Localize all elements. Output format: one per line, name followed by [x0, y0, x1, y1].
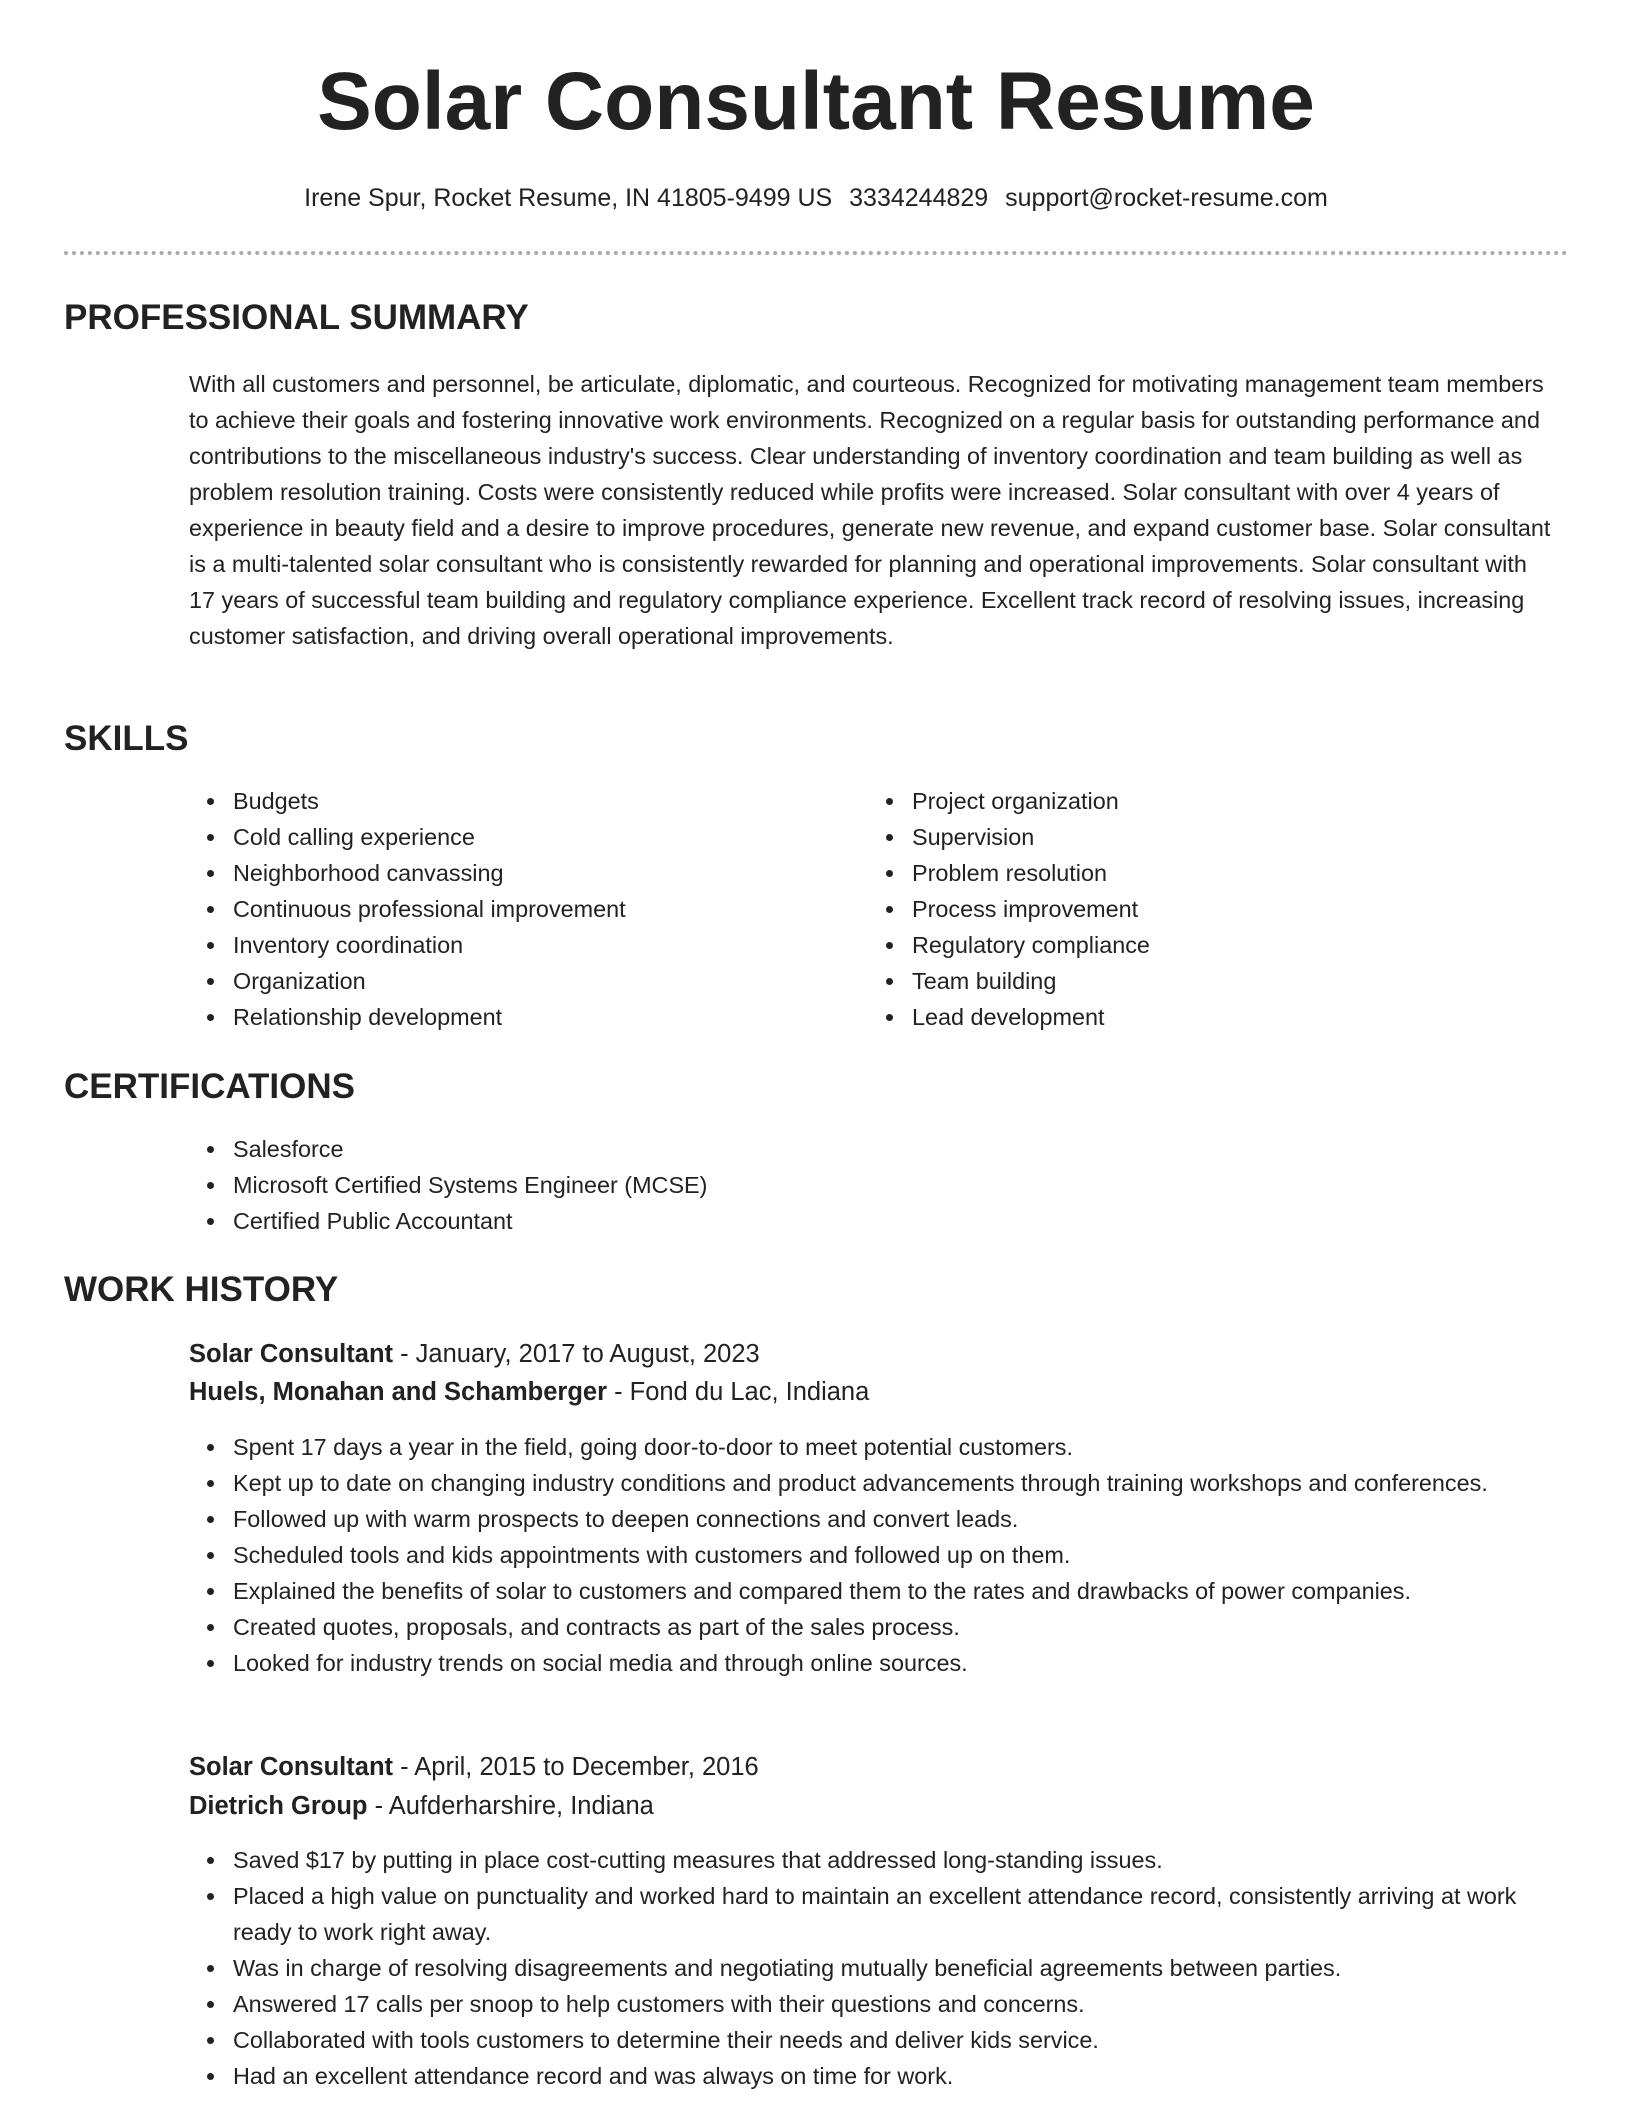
bullet-icon — [207, 1480, 214, 1487]
bullet-icon — [886, 834, 893, 841]
list-item — [189, 1537, 1489, 1573]
contact-email[interactable]: support@rocket-resume.com — [1005, 184, 1328, 212]
job-bullet-text: Collaborated with tools customers to determine their needs and deliver kids service. — [233, 2027, 1099, 2053]
bullet-icon — [207, 1965, 214, 1972]
job-bullet-text: Had an excellent attendance record and was always on time for work. — [233, 2063, 954, 2089]
list-item — [189, 1878, 1549, 1950]
summary-text: With all customers and personnel, be articulate, diplomatic, and courteous. Recognized for motivating management team members to achieve their goals and fostering innovative work environments. Recognized on a regular basis for outstanding performance and contributions to the miscellaneous industry's success. Clear understanding of inventory coordination and team building as well as problem resolution training. Costs were consistently reduced while profits were increased. Solar consultant with over 4 years of experience in beauty field and a desire to improve procedures, generate new revenue, and expand customer base. Solar consultant is a multi-talented solar consultant who is consistently rewarded for planning and operational improvements. Solar consultant with 17 years of successful team building and regulatory compliance experience. Excellent track record of resolving issues, increasing customer satisfaction, and driving overall operational improvements. — [189, 371, 1551, 649]
job-bullet-text: Looked for industry trends on social media and through online sources. — [233, 1650, 968, 1676]
job-dates: - January, 2017 to August, 2023 — [393, 1340, 760, 1368]
job-bullet-text: Scheduled tools and kids appointments with customers and followed up on them. — [233, 1542, 1071, 1568]
job-bullet-text: Was in charge of resolving disagreements and negotiating mutually beneficial agreements between parties. — [233, 1955, 1342, 1981]
bullet-icon — [207, 906, 214, 913]
bullet-icon — [207, 1588, 214, 1595]
certifications-heading: CERTIFICATIONS — [64, 1067, 356, 1106]
bullet-icon — [886, 1014, 893, 1021]
skill-label: Problem resolution — [912, 860, 1108, 886]
list-item — [189, 1609, 1489, 1645]
job-bullet-text: Placed a high value on punctuality and worked hard to maintain an excellent attendance record, consistently arriving at work ready to work right away. — [233, 1883, 1517, 1945]
bullet-icon — [886, 978, 893, 985]
list-item — [189, 1203, 1489, 1239]
job-title: Solar Consultant — [189, 1340, 394, 1368]
job-company-line — [189, 1373, 869, 1411]
job-bullets — [189, 1429, 1489, 1681]
contact-address: Irene Spur, Rocket Resume, IN 41805-9499 US — [304, 184, 833, 212]
job-title: Solar Consultant — [189, 1753, 394, 1781]
bullet-icon — [207, 870, 214, 877]
bullet-icon — [886, 798, 893, 805]
list-item — [868, 927, 1508, 963]
summary-heading: PROFESSIONAL SUMMARY — [64, 298, 529, 337]
certification-label: Certified Public Accountant — [233, 1208, 513, 1234]
list-item — [189, 1950, 1549, 1986]
bullet-icon — [207, 1552, 214, 1559]
list-item — [189, 1645, 1489, 1681]
skill-label: Project organization — [912, 788, 1119, 814]
list-item — [868, 819, 1508, 855]
job-company-line — [189, 1787, 654, 1825]
skill-label: Process improvement — [912, 896, 1139, 922]
list-item — [189, 1131, 1489, 1167]
skills-list-right — [868, 783, 1508, 1035]
bullet-icon — [207, 1146, 214, 1153]
list-item — [189, 963, 829, 999]
job-title-line — [189, 1335, 760, 1373]
job-title-line — [189, 1748, 759, 1786]
skill-label: Cold calling experience — [233, 824, 475, 850]
skill-label: Lead development — [912, 1004, 1105, 1030]
bullet-icon — [207, 1218, 214, 1225]
header-divider — [64, 251, 1568, 255]
list-item — [189, 819, 829, 855]
certification-label: Microsoft Certified Systems Engineer (MCSE) — [233, 1172, 708, 1198]
bullet-icon — [207, 1857, 214, 1864]
skills-list-left — [189, 783, 829, 1035]
skill-label: Continuous professional improvement — [233, 896, 626, 922]
resume-title: Solar Consultant Resume — [317, 56, 1315, 147]
certification-label: Salesforce — [233, 1136, 344, 1162]
skill-label: Budgets — [233, 788, 319, 814]
contact-line — [0, 180, 1632, 216]
bullet-icon — [207, 1624, 214, 1631]
job-bullet-text: Kept up to date on changing industry conditions and product advancements through training workshops and conferences. — [233, 1470, 1488, 1496]
list-item — [189, 855, 829, 891]
list-item — [868, 783, 1508, 819]
job-bullet-text: Followed up with warm prospects to deepen connections and convert leads. — [233, 1506, 1019, 1532]
job-bullet-text: Answered 17 calls per snoop to help customers with their questions and concerns. — [233, 1991, 1085, 2017]
bullet-icon — [207, 1182, 214, 1189]
job-bullet-text: Spent 17 days a year in the field, going door-to-door to meet potential customers. — [233, 1434, 1073, 1460]
bullet-icon — [886, 870, 893, 877]
bullet-icon — [207, 2001, 214, 2008]
bullet-icon — [207, 942, 214, 949]
list-item — [189, 783, 829, 819]
certifications-list — [189, 1131, 1489, 1239]
job-dates: - April, 2015 to December, 2016 — [393, 1753, 759, 1781]
job-company: Huels, Monahan and Schamberger — [189, 1378, 608, 1406]
job-bullets — [189, 1842, 1549, 2094]
bullet-icon — [886, 906, 893, 913]
skill-label: Regulatory compliance — [912, 932, 1150, 958]
list-item — [189, 2058, 1549, 2094]
skill-label: Inventory coordination — [233, 932, 464, 958]
skill-label: Team building — [912, 968, 1057, 994]
bullet-icon — [207, 1893, 214, 1900]
skill-label: Organization — [233, 968, 366, 994]
bullet-icon — [207, 2073, 214, 2080]
job-bullet-text: Saved $17 by putting in place cost-cutting measures that addressed long-standing issues. — [233, 1847, 1163, 1873]
job-company: Dietrich Group — [189, 1792, 368, 1820]
skill-label: Neighborhood canvassing — [233, 860, 504, 886]
job-location: - Aufderharshire, Indiana — [367, 1792, 654, 1820]
list-item — [868, 891, 1508, 927]
work-history-heading: WORK HISTORY — [64, 1270, 339, 1309]
skills-heading: SKILLS — [64, 719, 189, 758]
list-item — [189, 891, 829, 927]
list-item — [189, 1842, 1549, 1878]
bullet-icon — [207, 1516, 214, 1523]
bullet-icon — [207, 798, 214, 805]
list-item — [868, 963, 1508, 999]
bullet-icon — [207, 1660, 214, 1667]
list-item — [189, 2022, 1549, 2058]
contact-phone: 3334244829 — [849, 184, 989, 212]
skill-label: Supervision — [912, 824, 1035, 850]
list-item — [189, 1167, 1489, 1203]
job-location: - Fond du Lac, Indiana — [607, 1378, 870, 1406]
skill-label: Relationship development — [233, 1004, 503, 1030]
job-bullet-text: Explained the benefits of solar to customers and compared them to the rates and drawbacks of power companies. — [233, 1578, 1411, 1604]
bullet-icon — [207, 834, 214, 841]
list-item — [868, 999, 1508, 1035]
bullet-icon — [207, 1014, 214, 1021]
bullet-icon — [886, 942, 893, 949]
bullet-icon — [207, 978, 214, 985]
list-item — [868, 855, 1508, 891]
list-item — [189, 1501, 1489, 1537]
bullet-icon — [207, 2037, 214, 2044]
list-item — [189, 1573, 1489, 1609]
list-item — [189, 1465, 1489, 1501]
list-item — [189, 1986, 1549, 2022]
list-item — [189, 999, 829, 1035]
job-bullet-text: Created quotes, proposals, and contracts as part of the sales process. — [233, 1614, 960, 1640]
bullet-icon — [207, 1444, 214, 1451]
list-item — [189, 927, 829, 963]
list-item — [189, 1429, 1489, 1465]
